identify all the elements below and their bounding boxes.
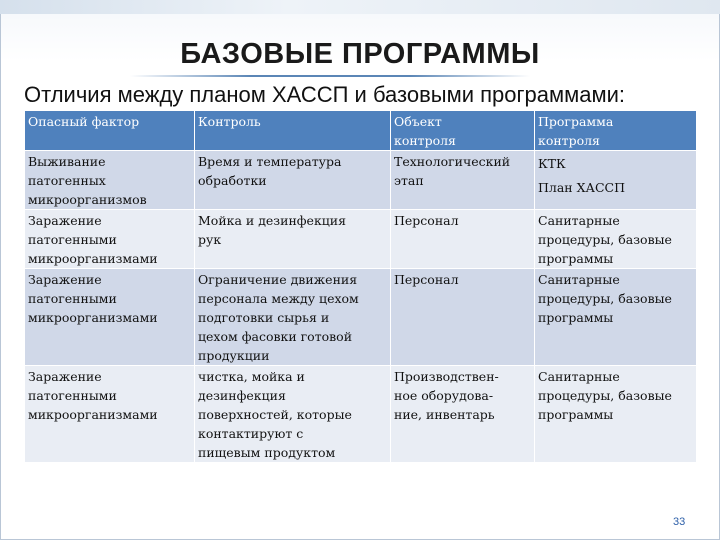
cell-program — [535, 151, 697, 210]
slide-top-band — [0, 0, 720, 14]
header-control-label: Контроль — [198, 114, 261, 129]
comparison-table — [24, 110, 697, 463]
cell-text: Санитарные процедуры, базовые программы — [538, 369, 672, 422]
cell-control — [195, 151, 391, 210]
cell-control — [195, 366, 391, 463]
cell-text: КТК План ХАССП — [538, 156, 625, 195]
cell-hazard — [25, 366, 195, 463]
header-hazard — [25, 111, 195, 151]
header-program — [535, 111, 697, 151]
slide-title: БАЗОВЫЕ ПРОГРАММЫ — [180, 38, 540, 70]
cell-program — [535, 210, 697, 269]
cell-text: Заражение патогенными микроорганизмами — [28, 369, 158, 422]
table-row — [25, 151, 697, 210]
cell-text: Персонал — [394, 213, 459, 228]
cell-text: Персонал — [394, 272, 459, 287]
cell-text: Технологический этап — [394, 154, 511, 188]
cell-hazard — [25, 151, 195, 210]
cell-text: чистка, мойка и дезинфекция поверхностей, которые контактируют с пищевым продуктом — [198, 369, 352, 460]
header-object-label: Объект контроля — [394, 114, 456, 148]
table-header-row — [25, 111, 697, 151]
cell-hazard — [25, 210, 195, 269]
cell-object — [391, 210, 535, 269]
cell-text: Мойка и дезинфекция рук — [198, 213, 347, 247]
cell-program — [535, 366, 697, 463]
cell-text: Производствен- ное оборудова- ние, инвентарь — [394, 369, 499, 422]
header-hazard-label: Опасный фактор — [28, 114, 140, 129]
cell-object — [391, 151, 535, 210]
cell-control — [195, 269, 391, 366]
cell-object — [391, 269, 535, 366]
cell-program — [535, 269, 697, 366]
cell-text: Санитарные процедуры, базовые программы — [538, 213, 672, 266]
cell-hazard — [25, 269, 195, 366]
cell-text: Выживание патогенных микроорганизмов — [28, 154, 147, 207]
page-number: 33 — [673, 516, 686, 528]
header-object — [391, 111, 535, 151]
header-program-label: Программа контроля — [538, 114, 614, 148]
cell-text: Заражение патогенными микроорганизмами — [28, 213, 158, 266]
table-row — [25, 269, 697, 366]
slide-subtitle: Отличия между планом ХАССП и базовыми программами: — [24, 82, 626, 107]
header-control — [195, 111, 391, 151]
table-row — [25, 210, 697, 269]
cell-text: Ограничение движения персонала между цехом подготовки сырья и цехом фасовки готовой продукции — [198, 272, 359, 363]
cell-text: Время и температура обработки — [198, 154, 342, 188]
title-underline — [130, 75, 530, 77]
cell-text: Заражение патогенными микроорганизмами — [28, 272, 158, 325]
cell-control — [195, 210, 391, 269]
table-row — [25, 366, 697, 463]
cell-object — [391, 366, 535, 463]
cell-text: Санитарные процедуры, базовые программы — [538, 272, 672, 325]
